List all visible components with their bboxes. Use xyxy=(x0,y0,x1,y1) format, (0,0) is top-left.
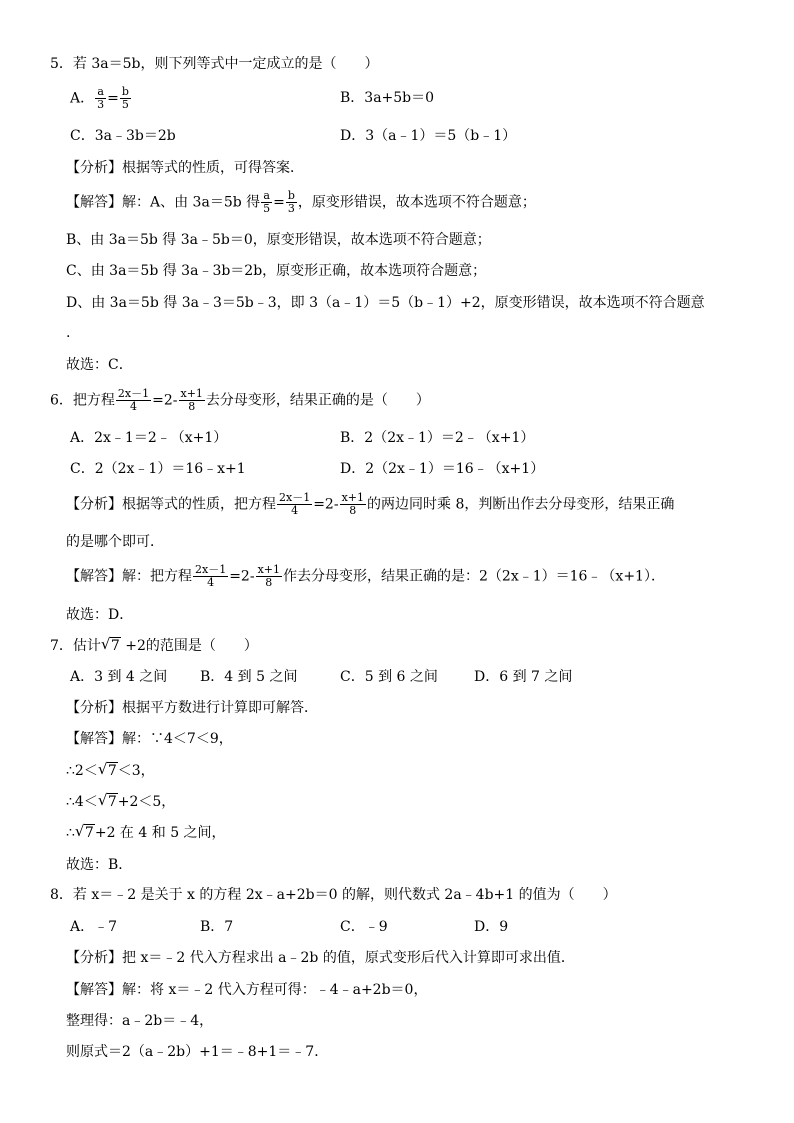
q6-choice: 故选：D． xyxy=(66,607,134,623)
q6-option-b: B．2（2x﹣1）＝2﹣（x+1） xyxy=(340,430,535,446)
q5-analysis xyxy=(66,158,304,178)
q7-option-c: C．5 到 6 之间 xyxy=(340,669,438,685)
analysis-text: 根据等式的性质，把方程 xyxy=(122,496,276,513)
q8-analysis xyxy=(66,948,575,968)
q6-analysis-line2: 的是哪个即可． xyxy=(66,534,164,550)
q5-line-dot: . xyxy=(66,325,71,341)
analysis-tag: 【分析】 xyxy=(66,496,122,513)
q6-analysis xyxy=(66,492,674,517)
q5-option-a-frac2 xyxy=(120,86,131,111)
radical-icon: √ xyxy=(100,635,111,653)
answer-text: ，原变形错误，故本选项不符合题意； xyxy=(297,194,536,211)
q8-step2: 则原式＝2（a﹣2b）+1＝﹣8+1＝﹣7． xyxy=(66,1044,329,1060)
stem-text: 去分母变形，结果正确的是（ ） xyxy=(205,392,430,409)
answer-text: 作去分母变形，结果正确的是：2（2x﹣1）＝16﹣（x+1）． xyxy=(283,568,665,585)
sqrt-symbol xyxy=(98,792,118,812)
frac-den: 4 xyxy=(207,576,215,589)
radical-icon: √ xyxy=(97,760,108,778)
answer-text: 解：∵4＜7＜9， xyxy=(122,731,233,747)
step-text: ∴2＜ xyxy=(66,763,98,779)
q7-step2 xyxy=(66,792,175,812)
frac-den: 8 xyxy=(265,576,273,589)
q6-analysis-frac2 xyxy=(340,492,366,517)
eq-sign: =2- xyxy=(152,392,178,409)
eq-sign: = xyxy=(273,194,285,211)
q8-option-c: C．﹣9 xyxy=(340,919,388,935)
q5-option-c: C．3a﹣3b＝2b xyxy=(70,128,176,144)
q5-option-a xyxy=(70,86,132,111)
q5-option-b: B．3a+5b＝0 xyxy=(340,90,435,106)
q6-analysis-frac1 xyxy=(277,492,312,517)
q5-option-d: D．3（a﹣1）＝5（b﹣1） xyxy=(340,128,517,144)
analysis-text: 根据等式的性质，可得答案． xyxy=(122,160,304,176)
step-text: ∴ xyxy=(66,825,75,841)
answer-tag: 【解答】 xyxy=(66,731,122,747)
frac-num: a xyxy=(95,86,106,99)
frac-num: x+1 xyxy=(341,491,364,504)
q8-option-a: A．﹣7 xyxy=(70,919,118,935)
sqrt-body: 7 xyxy=(84,825,94,841)
answer-text: 解：A、由 3a＝5b 得 xyxy=(122,194,261,211)
frac-num: 2x－1 xyxy=(117,387,150,400)
analysis-text: 的两边同时乘 8，判断出作去分母变形，结果正确 xyxy=(367,496,675,513)
analysis-tag: 【分析】 xyxy=(66,950,122,966)
q5-option-a-frac1 xyxy=(95,86,106,111)
frac-den: 5 xyxy=(121,98,129,111)
frac-den: 4 xyxy=(130,400,138,413)
analysis-text: 根据平方数进行计算即可解答． xyxy=(122,700,318,716)
analysis-text: 把 x＝﹣2 代入方程求出 a﹣2b 的值，原式变形后代入计算即可求出值． xyxy=(122,950,575,966)
q8-option-d: D．9 xyxy=(474,919,509,935)
q6-stem xyxy=(50,388,430,413)
analysis-tag: 【分析】 xyxy=(66,160,122,176)
frac-den: 8 xyxy=(188,400,196,413)
q7-choice: 故选：B． xyxy=(66,857,133,873)
q7-step1 xyxy=(66,761,155,781)
q6-option-d: D．2（2x﹣1）＝16﹣（x+1） xyxy=(340,461,545,477)
q5-line-d: D、由 3a＝5b 得 3a﹣3＝5b﹣3，即 3（a﹣1）＝5（b﹣1）+2，原变形错误，故本选项不符合题意 xyxy=(66,295,705,311)
q5-answer-frac1 xyxy=(261,190,272,215)
q6-answer-frac2 xyxy=(256,564,282,589)
sqrt-body: 7 xyxy=(110,638,120,654)
frac-den: 4 xyxy=(291,504,299,517)
stem-text: 6．把方程 xyxy=(50,392,115,409)
frac-num: b xyxy=(121,85,129,98)
analysis-tag: 【分析】 xyxy=(66,700,122,716)
stem-text: 7．估计 xyxy=(50,638,101,654)
frac-den: 8 xyxy=(349,504,357,517)
q7-step3 xyxy=(66,823,226,843)
frac-den: 3 xyxy=(97,98,105,111)
q6-option-c: C．2（2x﹣1）＝16﹣x+1 xyxy=(70,461,246,477)
q7-answer xyxy=(66,729,233,749)
q5-answer xyxy=(66,190,536,215)
q6-stem-frac2 xyxy=(179,388,205,413)
sqrt-symbol xyxy=(98,761,118,781)
q5-line-b: B、由 3a＝5b 得 3a﹣5b＝0，原变形错误，故本选项不符合题意； xyxy=(66,232,491,248)
frac-num: a xyxy=(261,190,272,203)
q5-answer-frac2 xyxy=(286,190,297,215)
sqrt-body: 7 xyxy=(107,763,117,779)
radical-icon: √ xyxy=(74,822,85,840)
answer-text: 解：将 x＝﹣2 代入方程可得：﹣4﹣a+2b＝0， xyxy=(122,982,428,998)
q5-option-a-eq: = xyxy=(107,90,119,107)
q7-analysis xyxy=(66,698,318,718)
frac-num: b xyxy=(287,189,295,202)
eq-sign: =2- xyxy=(313,496,339,513)
frac-den: 3 xyxy=(287,202,295,215)
frac-num: 2x－1 xyxy=(195,563,227,576)
frac-num: x+1 xyxy=(257,563,280,576)
q8-answer xyxy=(66,980,427,1000)
step-text: ＜3， xyxy=(117,763,155,779)
answer-tag: 【解答】 xyxy=(66,194,122,211)
radical-icon: √ xyxy=(97,791,108,809)
q8-stem: 8．若 x＝﹣2 是关于 x 的方程 2x﹣a+2b＝0 的解，则代数式 2a﹣4b+1 的值为（ ） xyxy=(50,887,617,903)
sqrt-body: 7 xyxy=(107,794,117,810)
q5-stem: 5．若 3a＝5b，则下列等式中一定成立的是（ ） xyxy=(50,56,379,72)
sqrt-symbol xyxy=(75,823,95,843)
q7-option-b: B．4 到 5 之间 xyxy=(200,669,298,685)
step-text: +2 在 4 和 5 之间， xyxy=(94,825,226,841)
q8-option-b: B．7 xyxy=(200,919,234,935)
q5-option-a-label: A． xyxy=(70,90,95,107)
q7-option-a: A．3 到 4 之间 xyxy=(70,669,168,685)
answer-tag: 【解答】 xyxy=(66,982,122,998)
sqrt-symbol xyxy=(101,636,121,656)
q5-choice: 故选：C． xyxy=(66,357,133,373)
q7-stem xyxy=(50,636,258,656)
q6-option-a: A．2x﹣1＝2﹣（x+1） xyxy=(70,430,228,446)
eq-sign: =2- xyxy=(229,568,255,585)
frac-num: 2x－1 xyxy=(279,491,311,504)
q8-step1: 整理得：a﹣2b＝﹣4， xyxy=(66,1013,214,1029)
step-text: +2＜5， xyxy=(117,794,176,810)
stem-text: +2的范围是（ ） xyxy=(120,638,258,654)
frac-den: 5 xyxy=(263,202,271,215)
q7-option-d: D．6 到 7 之间 xyxy=(474,669,573,685)
q6-answer-frac1 xyxy=(193,564,228,589)
answer-text: 解：把方程 xyxy=(122,568,192,585)
answer-tag: 【解答】 xyxy=(66,568,122,585)
q6-stem-frac1 xyxy=(116,388,151,413)
q5-line-c: C、由 3a＝5b 得 3a﹣3b＝2b，原变形正确，故本选项符合题意； xyxy=(66,263,487,279)
step-text: ∴4＜ xyxy=(66,794,98,810)
q6-answer xyxy=(66,564,665,589)
frac-num: x+1 xyxy=(180,387,203,400)
